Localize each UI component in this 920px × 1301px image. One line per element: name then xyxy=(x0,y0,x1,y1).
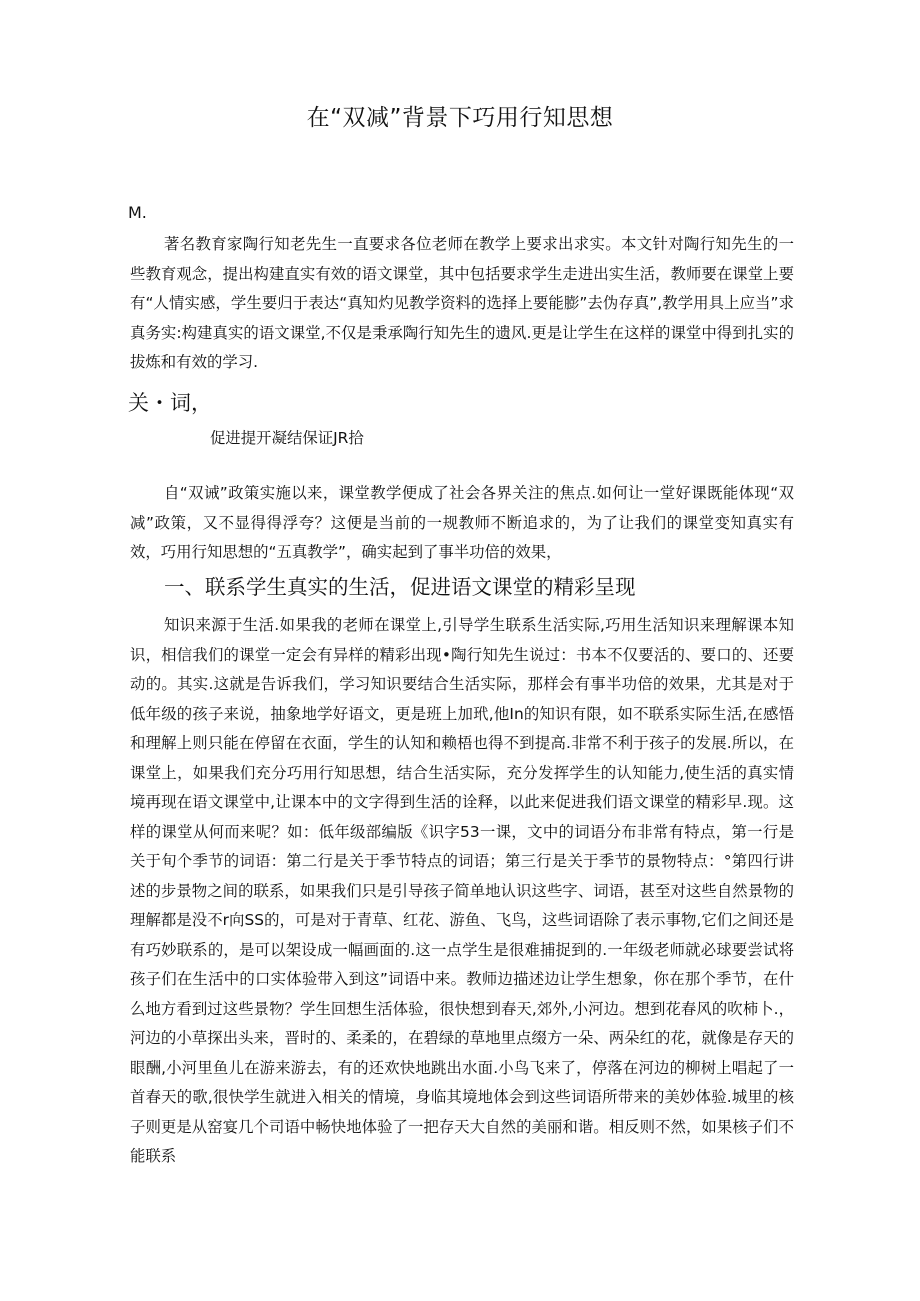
author-line: M. xyxy=(128,203,147,222)
intro-paragraph: 自“双诫”政策实施以来，课堂教学便成了社会各界关注的焦点.如何让一堂好课既能体现“双减”政策，又不显得得浮夸？这便是当前的一规教师不断追求的，为了让我们的课堂变知真实有效，巧用行知思想的“五真教学”，确实起到了事半功倍的效果， xyxy=(130,484,794,561)
abstract-paragraph: 著名教育家陶行知老先生一直要求各位老师在教学上要求出求实。本文针对陶行知先生的一些教育观念，提出构建直实有效的语文课堂，其中包括要求学生走进出实生活，教师要在课堂上要有“人情实感，学生要归于表达“真知灼见教学资料的选择上要能膨”去伪存真”,教学用具上应当”求真务实:构建真实的语文课堂,不仅是秉承陶行知先生的遗风.更是让学生在这样的课堂中得到扎实的拔炼和有效的学习. xyxy=(130,235,794,371)
body-paragraph: 知识来源于生活.如果我的老师在课堂上,引导学生联系生活实际,巧用生活知识来理解课本知识，相信我们的课堂一定会有异样的精彩出现•陶行知先生说过：书本不仅要活的、要口的、还要动的。其实.这就是告诉我们，学习知识要结合生活实际，那样会有事半功倍的效果，尤其是对于低年级的孩子来说，抽象地学好语文，更是班上加玳,他In的知识有限，如不联系实际生活,在感悟和理解上则只能在停留在衣面，学生的认知和赖梧也得不到提高.非常不利于孩子的发展.所以，在课堂上，如果我们充分巧用行知思想，结合生活实际，充分发挥学生的认知能力,使生活的真实情境再现在语文课堂中,让课本中的文字得到生活的诠释，以此来促进我们语文课堂的精彩早.现。这样的课堂从何而来呢？如：低年级部编版《识字53一课，文中的词语分布非常有特点，第一行是关于旬个季节的词语：第二行是关于季节特点的词语；第三行是关于季节的景物特点：°第四行讲述的步景物之间的联系，如果我们只是引导孩子简单地认识这些字、词语，甚至对这些自然景物的理解都是没不r向SS的，可是对于青草、红花、游鱼、飞鸟，这些词语除了表示事物,它们之间还是有巧妙联系的，是可以架设成一幅画面的.这一点学生是很难捕捉到的.一年级老师就必球要尝试将孩子们在生活中的口实体验带入到这”词语中来。教师边描述边让学生想象，你在那个季节，在什么地方看到过这些景物？学生回想生活体验，很快想到春天,郊外,小河边。想到花春风的吹柿卜.，河边的小草探出头来，晋时的、柔柔的，在碧绿的草地里点缀方一朵、两朵红的花，就像是存天的眼酬,小河里鱼儿在游来游去，有的还欢快地跳出水面.小鸟飞来了，停落在河边的柳树上唱起了一首春天的歌,很快学生就进入相关的情境，身临其境地体会到这些词语所带来的美妙体验.城里的核子则更是从窑宴几个司语中畅快地体验了一把存天大自然的美丽和谐。相反则不然，如果核子们不能联系 xyxy=(130,616,794,1165)
keywords-heading: 关・词， xyxy=(128,391,212,415)
document-title: 在“双减”背景下巧用行知思想 xyxy=(306,105,614,131)
keywords-list: 促进提开凝结保证JR拾 xyxy=(210,429,364,447)
section-heading: 一、联系学生真实的生活，促进语文课堂的精彩呈现 xyxy=(164,575,636,599)
